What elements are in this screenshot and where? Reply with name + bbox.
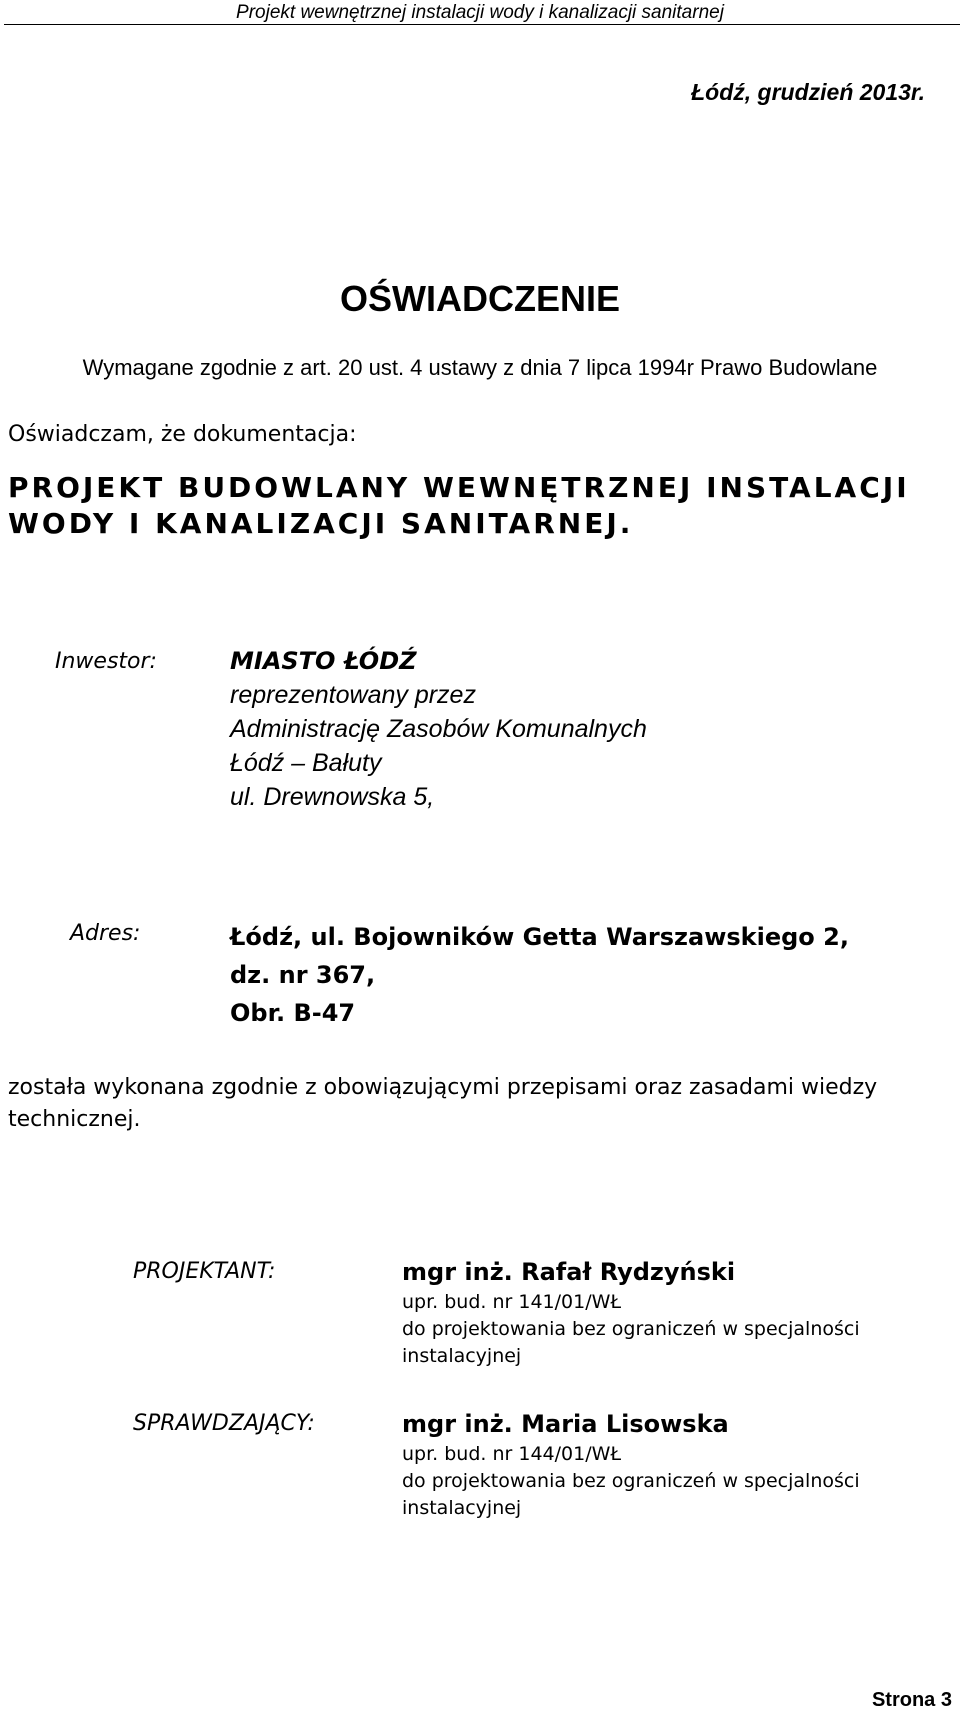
designer-label: PROJEKTANT: xyxy=(133,1259,276,1284)
address-label: Adres: xyxy=(70,921,141,946)
investor-details xyxy=(230,644,647,814)
checker-scope: do projektowania bez ograniczeń w specjalności instalacyjnej xyxy=(402,1470,860,1519)
address-line: Obr. B-47 xyxy=(230,999,356,1027)
address-details xyxy=(230,918,849,1032)
address-line: Łódź, ul. Bojowników Getta Warszawskiego 2, xyxy=(230,923,849,951)
designer-scope: do projektowania bez ograniczeń w specjalności instalacyjnej xyxy=(402,1318,860,1367)
checker-label: SPRAWDZAJĄCY: xyxy=(133,1411,315,1436)
designer-license: upr. bud. nr 141/01/WŁ xyxy=(402,1291,622,1313)
project-title: PROJEKT BUDOWLANY WEWNĘTRZNEJ INSTALACJI WODY I KANALIZACJI SANITARNEJ. xyxy=(8,471,910,540)
investor-line: ul. Drewnowska 5, xyxy=(230,783,435,811)
running-header: Projekt wewnętrznej instalacji wody i kanalizacji sanitarnej xyxy=(236,2,724,23)
checker-name: mgr inż. Maria Lisowska xyxy=(402,1410,729,1438)
designer-details xyxy=(402,1255,960,1370)
investor-line: Administrację Zasobów Komunalnych xyxy=(230,715,647,743)
investor-line: reprezentowany przez xyxy=(230,681,476,709)
document-title: OŚWIADCZENIE xyxy=(339,278,620,319)
address-line: dz. nr 367, xyxy=(230,961,376,989)
investor-label: Inwestor: xyxy=(55,649,157,674)
legal-basis: Wymagane zgodnie z art. 20 ust. 4 ustawy z dnia 7 lipca 1994r Prawo Budowlane xyxy=(82,355,878,380)
declaration-intro: Oświadczam, że dokumentacja: xyxy=(8,422,357,447)
designer-name: mgr inż. Rafał Rydzyński xyxy=(402,1258,736,1286)
checker-license: upr. bud. nr 144/01/WŁ xyxy=(402,1443,622,1465)
header-divider xyxy=(4,24,960,25)
investor-line: Łódź – Bałuty xyxy=(230,749,382,777)
page-number: Strona 3 xyxy=(871,1689,952,1711)
compliance-statement: została wykonana zgodnie z obowiązującymi przepisami oraz zasadami wiedzy technicznej. xyxy=(8,1075,878,1132)
document-date: Łódź, grudzień 2013r. xyxy=(691,79,925,105)
investor-name: MIASTO ŁÓDŹ xyxy=(230,647,417,675)
checker-details xyxy=(402,1407,960,1522)
